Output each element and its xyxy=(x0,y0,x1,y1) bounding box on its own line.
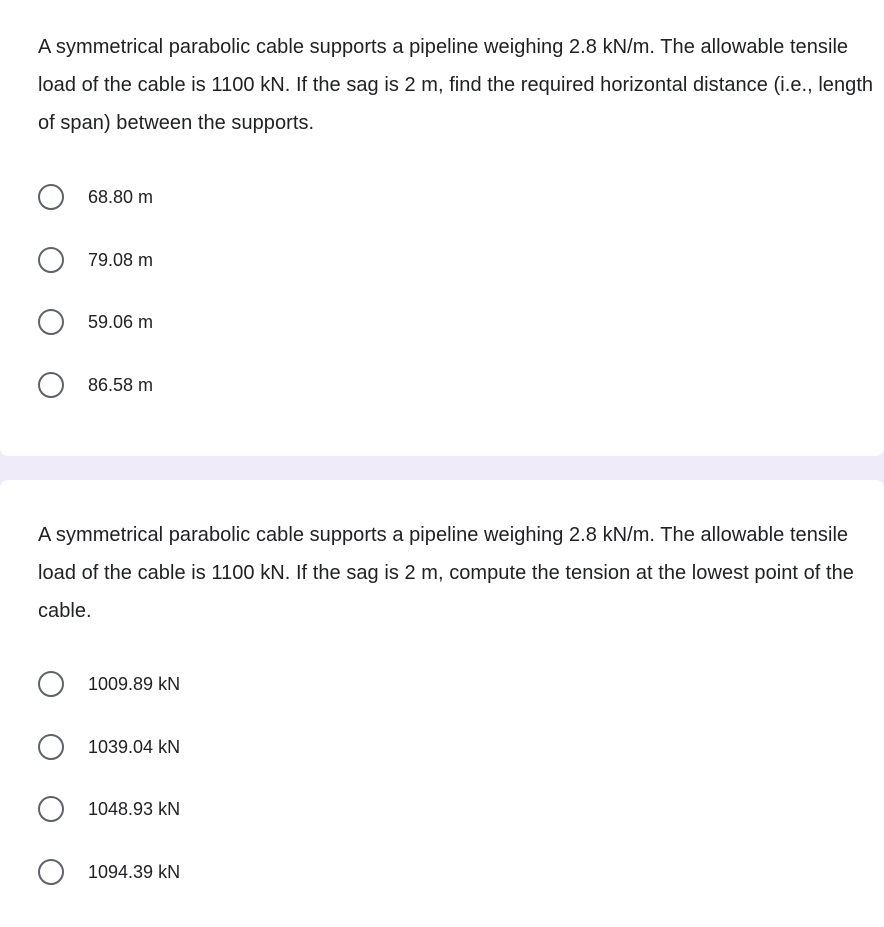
radio-button-icon[interactable] xyxy=(38,372,64,398)
question-text: A symmetrical parabolic cable supports a pipeline weighing 2.8 kN/m. The allowable tensile load of the cable is 1100 kN. If the sag is 2 m, find the required horizontal distance (i.e., length of span) between the supports. xyxy=(38,36,874,134)
radio-button-icon[interactable] xyxy=(38,247,64,273)
radio-option[interactable] xyxy=(38,179,153,242)
question-card-1 xyxy=(0,0,884,456)
option-label[interactable]: 68.80 m xyxy=(88,187,154,207)
radio-button-icon[interactable] xyxy=(38,796,64,822)
radio-option[interactable] xyxy=(38,242,153,305)
radio-button-icon[interactable] xyxy=(38,859,64,885)
radio-option[interactable] xyxy=(38,304,153,367)
option-label[interactable]: 86.58 m xyxy=(88,375,154,396)
answer-options xyxy=(38,666,180,917)
answer-options xyxy=(38,179,153,430)
question-card-2 xyxy=(0,480,884,927)
radio-button-icon[interactable] xyxy=(38,184,64,210)
radio-option[interactable] xyxy=(38,367,153,430)
radio-button-icon[interactable] xyxy=(38,734,64,760)
radio-option[interactable] xyxy=(38,666,180,729)
question-text: A symmetrical parabolic cable supports a pipeline weighing 2.8 kN/m. The allowable tensile load of the cable is 1100 kN. If the sag is 2 m, compute the tension at the lowest point of the cable. xyxy=(38,524,854,622)
option-label[interactable]: 1009.89 kN xyxy=(88,674,181,694)
radio-button-icon[interactable] xyxy=(38,309,64,335)
radio-option[interactable] xyxy=(38,854,180,917)
option-label[interactable]: 1048.93 kN xyxy=(88,799,181,820)
option-label[interactable]: 1094.39 kN xyxy=(88,862,181,883)
option-label[interactable]: 1039.04 kN xyxy=(88,736,181,757)
option-label[interactable]: 59.06 m xyxy=(88,312,154,333)
option-label[interactable]: 79.08 m xyxy=(88,249,154,270)
radio-option[interactable] xyxy=(38,729,180,792)
radio-button-icon[interactable] xyxy=(38,671,64,697)
radio-option[interactable] xyxy=(38,791,180,854)
